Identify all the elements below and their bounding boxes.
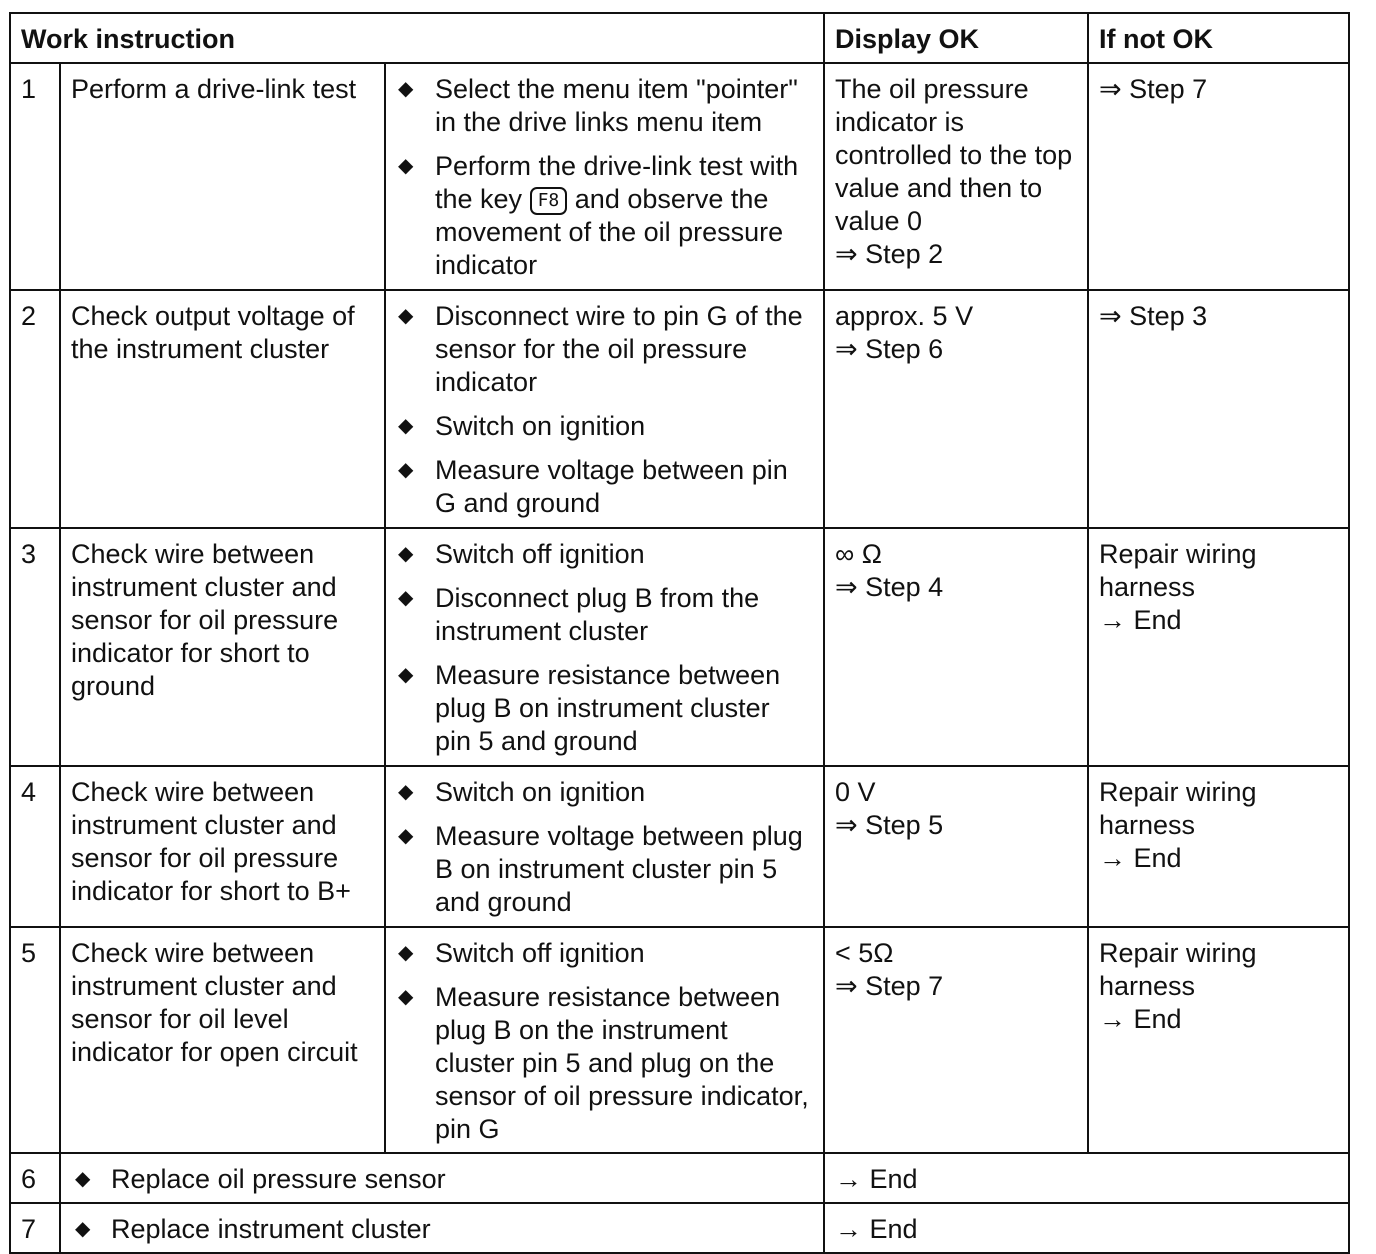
table-row [10,1153,1349,1203]
diamond-bullet-icon: ◆ [398,942,414,964]
diamond-bullet-icon: ◆ [398,305,414,327]
table-header-row [10,13,1349,63]
not-ok-next: → End [1099,605,1182,635]
diamond-bullet-icon: ◆ [398,459,414,481]
action-item: ◆ Select the menu item "pointer" in the drive links menu item [398,74,798,137]
step-action: ◆ Replace oil pressure sensor [60,1153,824,1203]
header-if-not-ok: If not OK [1088,13,1349,63]
header-display-ok: Display OK [824,13,1088,63]
action-item: ◆ Switch off ignition [398,938,645,968]
step-number: 4 [10,766,60,927]
if-not-ok-cell [1088,528,1349,766]
not-ok-action: Repair wiring harness [1099,938,1257,1001]
table-row [10,927,1349,1153]
step-result: → End [824,1203,1349,1253]
display-ok-cell [824,63,1088,290]
step-title: Perform a drive-link test [60,63,385,290]
step-number: 2 [10,290,60,528]
step-action: ◆ Replace instrument cluster [60,1203,824,1253]
work-instruction-table [9,12,1350,1254]
action-item: ◆ Measure resistance between plug B on instrument cluster pin 5 and ground [398,660,781,756]
ok-next-step: ⇒ Step 5 [835,810,944,840]
step-title: Check output voltage of the instrument cluster [60,290,385,528]
if-not-ok-cell [1088,927,1349,1153]
ok-next-step: ⇒ Step 6 [835,334,944,364]
not-ok-action: Repair wiring harness [1099,777,1257,840]
not-ok-action: ⇒ Step 7 [1099,74,1208,104]
not-ok-action: ⇒ Step 3 [1099,301,1208,331]
diamond-bullet-icon: ◆ [398,587,414,609]
not-ok-next: → End [1099,1004,1182,1034]
action-item: ◆ Measure voltage between pin G and ground [398,455,788,518]
not-ok-next: → End [1099,843,1182,873]
step-number: 1 [10,63,60,290]
diamond-bullet-icon: ◆ [398,781,414,803]
display-ok-cell [824,290,1088,528]
action-item: ◆ Measure resistance between plug B on the instrument cluster pin 5 and plug on the sensor of oil pressure indicator, pin G [398,982,809,1144]
table-row [10,528,1349,766]
display-ok-cell [824,528,1088,766]
action-item: ◆ Switch on ignition [398,411,646,441]
table-row [10,1203,1349,1253]
step-actions [385,290,824,528]
action-item: ◆ Measure voltage between plug B on instrument cluster pin 5 and ground [398,821,803,917]
diamond-bullet-icon: ◆ [75,1168,91,1190]
ok-next-step: ⇒ Step 2 [835,239,944,269]
step-number: 6 [10,1153,60,1203]
table-row [10,63,1349,290]
action-item: ◆ Switch on ignition [398,777,646,807]
table-row [10,290,1349,528]
action-item: ◆ Disconnect wire to pin G of the sensor for the oil pressure indicator [398,301,803,397]
step-result: → End [824,1153,1349,1203]
diamond-bullet-icon: ◆ [398,543,414,565]
action-item: ◆ Switch off ignition [398,539,645,569]
ok-next-step: ⇒ Step 7 [835,971,944,1001]
ok-value: The oil pressure indicator is controlled to the top value and then to value 0 [835,74,1073,236]
display-ok-cell [824,766,1088,927]
diamond-bullet-icon: ◆ [75,1218,91,1240]
diamond-bullet-icon: ◆ [398,155,414,177]
step-number: 7 [10,1203,60,1253]
ok-value: ∞ Ω [835,539,882,569]
display-ok-cell [824,927,1088,1153]
if-not-ok-cell [1088,766,1349,927]
diamond-bullet-icon: ◆ [398,664,414,686]
if-not-ok-cell [1088,290,1349,528]
diamond-bullet-icon: ◆ [398,986,414,1008]
ok-next-step: ⇒ Step 4 [835,572,944,602]
header-work-instruction: Work instruction [10,13,824,63]
step-number: 3 [10,528,60,766]
ok-value: 0 V [835,777,876,807]
step-actions [385,927,824,1153]
ok-value: approx. 5 V [835,301,974,331]
step-number: 5 [10,927,60,1153]
step-actions [385,528,824,766]
ok-value: < 5Ω [835,938,894,968]
action-item: ◆ Disconnect plug B from the instrument cluster [398,583,760,646]
step-actions [385,766,824,927]
step-title: Check wire between instrument cluster and sensor for oil pressure indicator for short to ground [60,528,385,766]
step-actions [385,63,824,290]
not-ok-action: Repair wiring harness [1099,539,1257,602]
diamond-bullet-icon: ◆ [398,78,414,100]
if-not-ok-cell [1088,63,1349,290]
step-title: Check wire between instrument cluster and sensor for oil pressure indicator for short to B+ [60,766,385,927]
step-title: Check wire between instrument cluster and sensor for oil level indicator for open circuit [60,927,385,1153]
f8-key-icon: F8 [530,187,568,215]
diamond-bullet-icon: ◆ [398,415,414,437]
action-item: ◆ Perform the drive-link test with the key F8 and observe the movement of the oil pressure indicator [398,151,799,280]
diamond-bullet-icon: ◆ [398,825,414,847]
table-row [10,766,1349,927]
